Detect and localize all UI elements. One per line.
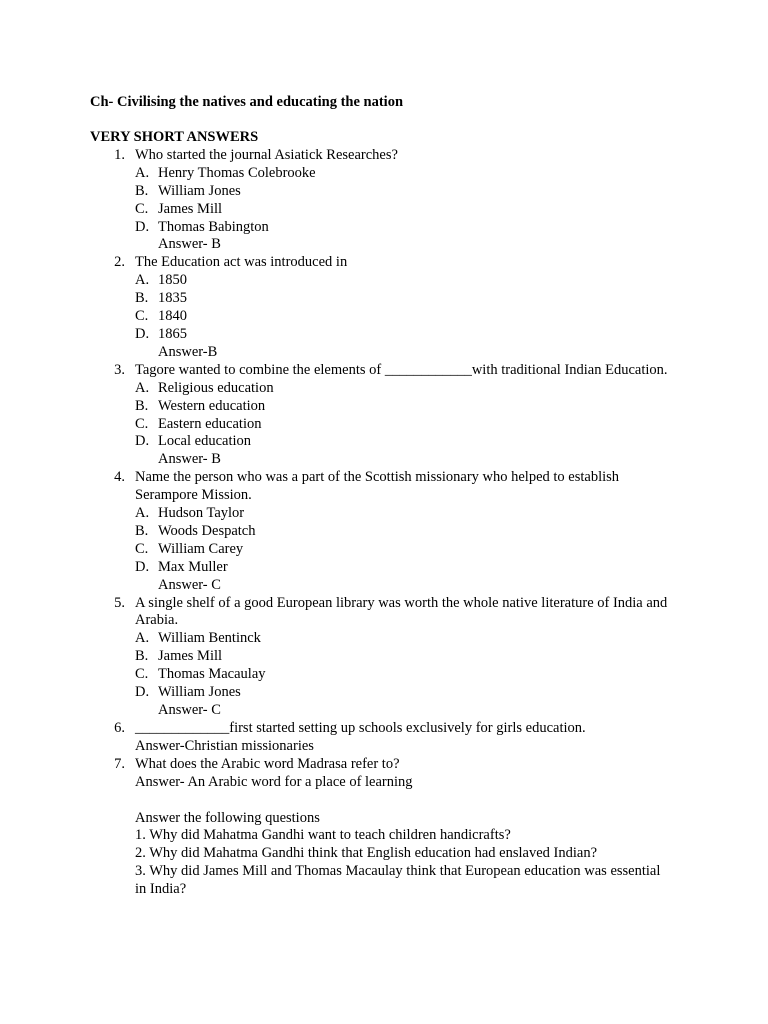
- question-5: [90, 595, 675, 720]
- option-text: James Mill: [158, 648, 223, 665]
- option-text: William Jones: [158, 182, 241, 199]
- chapter-title: Ch- Civilising the natives and educating the nation: [90, 94, 404, 110]
- option-text: 1835: [158, 290, 187, 307]
- question-text: A single shelf of a good European library was worth the whole native literature of India and Arabia.: [135, 594, 668, 629]
- question-text: Tagore wanted to combine the elements of ____________with traditional Indian Education.: [135, 361, 668, 378]
- option-text: William Jones: [158, 684, 241, 701]
- option-b: [135, 648, 675, 666]
- option-text: Western education: [158, 397, 266, 414]
- option-text: Woods Despatch: [158, 522, 256, 539]
- option-text: Hudson Taylor: [158, 505, 245, 522]
- question-number: 7.: [114, 755, 125, 772]
- option-d: [135, 219, 675, 237]
- option-text: Local education: [158, 433, 251, 450]
- question-3: [90, 362, 675, 469]
- question-number: 2.: [114, 254, 125, 271]
- question-1: [90, 147, 675, 254]
- option-letter: B.: [135, 397, 149, 414]
- document-body: [90, 129, 675, 899]
- option-text: Religious education: [158, 379, 274, 396]
- answer: Answer- An Arabic word for a place of learning: [135, 773, 413, 790]
- following-item-1: 1. Why did Mahatma Gandhi want to teach children handicrafts?: [135, 827, 511, 844]
- option-letter: C.: [135, 415, 149, 432]
- option-d: [135, 684, 675, 702]
- following-heading: Answer the following questions: [135, 809, 320, 826]
- following-item-2: 2. Why did Mahatma Gandhi think that English education had enslaved Indian?: [135, 845, 598, 862]
- option-text: Max Muller: [158, 558, 228, 575]
- question-number: 6.: [114, 719, 125, 736]
- answer: Answer- B: [158, 451, 221, 468]
- answer: Answer- B: [158, 236, 221, 253]
- option-letter: D.: [135, 558, 150, 575]
- option-letter: A.: [135, 630, 150, 647]
- section-heading: VERY SHORT ANSWERS: [90, 129, 259, 145]
- option-a: [135, 272, 675, 290]
- option-text: William Bentinck: [158, 630, 261, 647]
- option-a: [135, 165, 675, 183]
- option-c: [135, 666, 675, 684]
- option-a: [135, 380, 675, 398]
- option-letter: D.: [135, 218, 150, 235]
- option-text: Henry Thomas Colebrooke: [158, 164, 316, 181]
- option-text: Thomas Macaulay: [158, 666, 266, 683]
- option-letter: C.: [135, 666, 149, 683]
- option-letter: B.: [135, 648, 149, 665]
- question-number: 1.: [114, 146, 125, 163]
- option-letter: A.: [135, 379, 150, 396]
- question-text: The Education act was introduced in: [135, 254, 348, 271]
- option-a: [135, 630, 675, 648]
- option-d: [135, 559, 675, 577]
- option-letter: B.: [135, 290, 149, 307]
- question-number: 3.: [114, 361, 125, 378]
- option-b: [135, 523, 675, 541]
- answer: Answer-Christian missionaries: [135, 737, 314, 754]
- option-letter: A.: [135, 272, 150, 289]
- option-letter: C.: [135, 200, 149, 217]
- question-number: 5.: [114, 594, 125, 611]
- answer: Answer- C: [158, 702, 221, 718]
- question-4: [90, 469, 675, 594]
- option-text: 1840: [158, 308, 187, 325]
- question-number: 4.: [114, 469, 125, 486]
- option-text: 1865: [158, 325, 187, 342]
- option-text: James Mill: [158, 200, 223, 217]
- question-2: [90, 254, 675, 361]
- option-a: [135, 505, 675, 523]
- question-text: _____________first started setting up schools exclusively for girls education.: [135, 719, 586, 736]
- option-b: [135, 290, 675, 308]
- option-letter: B.: [135, 522, 149, 539]
- option-text: William Carey: [158, 540, 244, 557]
- option-c: [135, 308, 675, 326]
- answer: Answer- C: [158, 576, 221, 593]
- question-7: [90, 756, 675, 792]
- option-letter: C.: [135, 540, 149, 557]
- option-b: [135, 183, 675, 201]
- option-d: [135, 433, 675, 451]
- spacer: [90, 792, 675, 810]
- option-letter: A.: [135, 505, 150, 522]
- question-text: What does the Arabic word Madrasa refer to?: [135, 755, 400, 772]
- option-text: Thomas Babington: [158, 218, 269, 235]
- option-letter: B.: [135, 182, 149, 199]
- option-text: Eastern education: [158, 415, 262, 432]
- option-d: [135, 326, 675, 344]
- question-text: Name the person who was a part of the Scottish missionary who helped to establish Serampore Mission.: [135, 469, 620, 504]
- answer: Answer-B: [158, 343, 218, 360]
- option-letter: A.: [135, 164, 150, 181]
- following-questions: [90, 810, 675, 900]
- option-b: [135, 398, 675, 416]
- option-c: [135, 541, 675, 559]
- option-letter: D.: [135, 325, 150, 342]
- following-item-3: 3. Why did James Mill and Thomas Macaulay think that European education was essential in India?: [135, 863, 661, 898]
- option-c: [135, 201, 675, 219]
- option-c: [135, 416, 675, 434]
- option-letter: D.: [135, 684, 150, 701]
- option-letter: D.: [135, 433, 150, 450]
- question-6: [90, 720, 675, 756]
- option-text: 1850: [158, 272, 187, 289]
- question-text: Who started the journal Asiatick Researches?: [135, 146, 398, 163]
- option-letter: C.: [135, 308, 149, 325]
